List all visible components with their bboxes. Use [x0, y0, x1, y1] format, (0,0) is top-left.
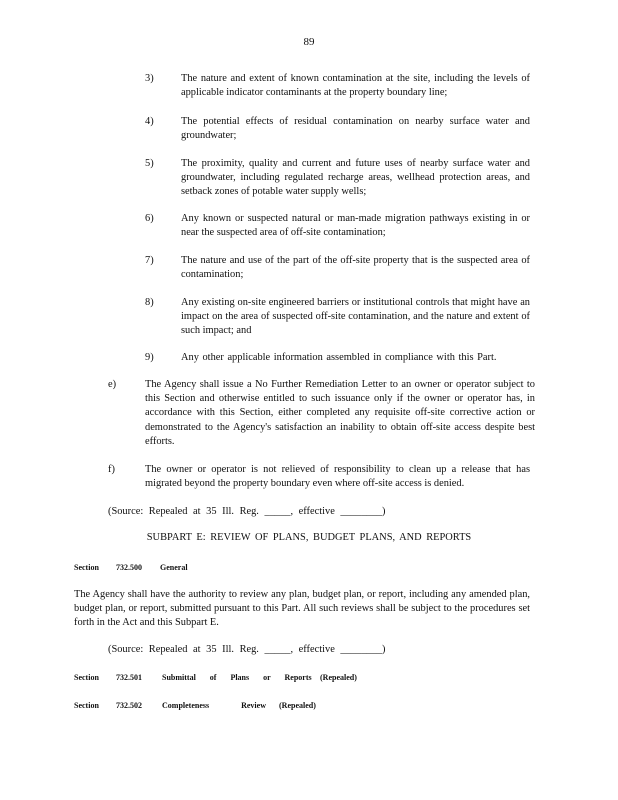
list-item-number: 8) — [145, 297, 154, 308]
section-heading — [74, 701, 316, 710]
page-number: 89 — [303, 36, 315, 48]
sub-item-text: The Agency shall issue a No Further Remediation Letter to an owner or operator subject to this Section and otherwise entitled to such issuance only if the owner or operator has, in accordance with this Section, either completed any requisite off-site corrective action or demonstrated to the Agency's satisfaction an inability to obtain off-site access despite best efforts. — [145, 379, 535, 447]
subpart-heading: SUBPART E: REVIEW OF PLANS, BUDGET PLANS, AND REPORTS — [146, 532, 472, 543]
list-item-text: The proximity, quality and current and future uses of nearby surface water and groundwater, including regulated recharge areas, wellhead protection areas, and setback zones of potable water supply wells; — [181, 158, 530, 198]
section-status: (Repealed) — [279, 701, 316, 710]
section-label: Section — [74, 673, 99, 682]
list-item-text: Any other applicable information assembled in compliance with this Part. — [181, 352, 497, 363]
list-item-text: The nature and extent of known contamination at the site, including the levels of applicable indicator contaminants at the property boundary line; — [181, 73, 530, 99]
sub-item-number: e) — [108, 379, 117, 390]
sub-item-text: The owner or operator is not relieved of responsibility to clean up a release that has migrated beyond the property boundary even where off-site access is denied. — [145, 464, 530, 490]
list-item-number: 4) — [145, 116, 154, 127]
list-item-number: 7) — [145, 255, 154, 266]
list-item-text: The potential effects of residual contamination on nearby surface water and groundwater; — [181, 116, 530, 142]
list-item-number: 3) — [145, 73, 154, 84]
source-note: (Source: Repealed at 35 Ill. Reg. _____, effective ________) — [108, 644, 386, 655]
list-item-text: Any existing on-site engineered barriers or institutional controls that might have an impact on the area of suspected off-site contamination, and the nature and extent of such impact; and — [181, 297, 530, 337]
section-label: Section — [74, 701, 99, 710]
list-item-number: 9) — [145, 352, 154, 363]
section-title: Completeness Review — [162, 701, 266, 710]
sub-item-number: f) — [108, 464, 115, 475]
section-heading — [74, 563, 188, 572]
section-number: 732.501 — [116, 673, 142, 682]
list-item-number: 6) — [145, 213, 154, 224]
section-label: Section — [74, 563, 99, 572]
section-number: 732.500 — [116, 563, 142, 572]
section-status: (Repealed) — [320, 673, 357, 682]
list-item-text: Any known or suspected natural or man-made migration pathways existing in or near the suspected area of off-site contamination; — [181, 213, 530, 239]
section-number: 732.502 — [116, 701, 142, 710]
section-title: General — [160, 563, 188, 572]
section-title: Submittal of Plans or Reports — [162, 673, 312, 682]
section-body: The Agency shall have the authority to review any plan, budget plan, or report, including any amended plan, budget plan, or report, submitted pursuant to this Part. All such reviews shall be subject to the procedures set forth in the Act and this Subpart E. — [74, 589, 530, 629]
source-note: (Source: Repealed at 35 Ill. Reg. _____, effective ________) — [108, 506, 386, 517]
section-heading — [74, 673, 357, 682]
list-item-text: The nature and use of the part of the off-site property that is the suspected area of contamination; — [181, 255, 530, 281]
list-item-number: 5) — [145, 158, 154, 169]
